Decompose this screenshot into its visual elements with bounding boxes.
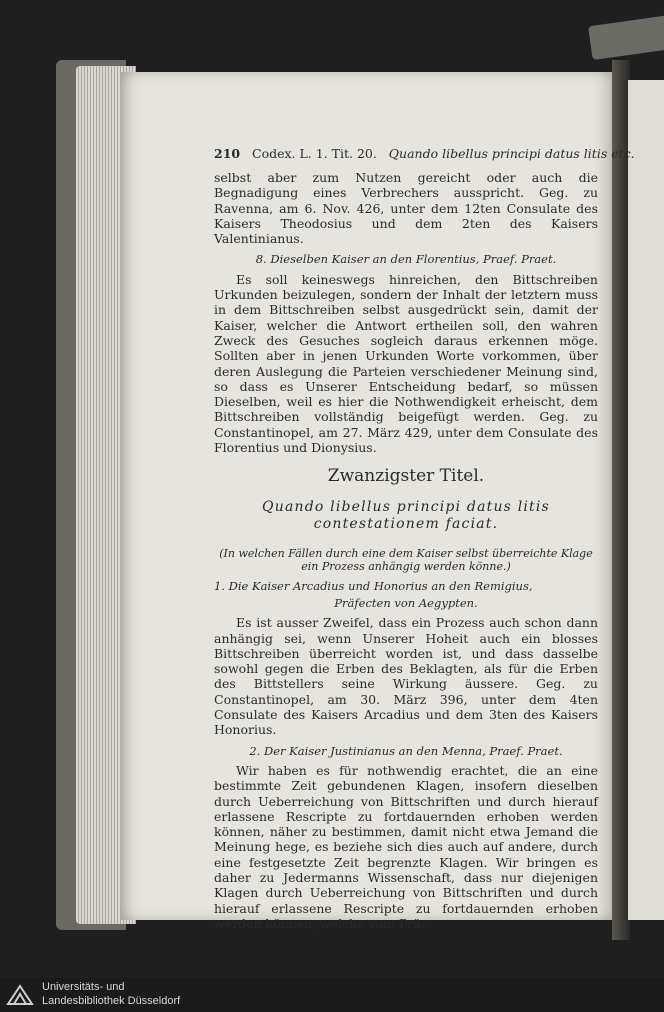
library-logo-icon — [6, 984, 34, 1006]
title-latin: Quando libellus principi datus litis contestationem faciat. — [262, 498, 550, 532]
section-8-heading: 8. Dieselben Kaiser an den Florentius, Praef. Praet. — [255, 252, 557, 267]
page-number: 210 — [214, 146, 241, 161]
paragraph-continuation: selbst aber zum Nutzen gereicht oder auch die Begnadigung eines Verbrechers ausspricht. Geg. zu Ravenna, am 6. Nov. 426, unter dem 12ten Consulate des Kaisers Theodosius und dem 2ten des Kaisers Valentinianus. — [214, 170, 598, 247]
footer-line-1: Universitäts- und — [42, 981, 125, 993]
codex-reference: Codex. L. 1. Tit. 20. — [252, 146, 377, 161]
section-1-subheading: Präfecten von Aegypten. — [334, 595, 478, 610]
section-1-heading: 1. Die Kaiser Arcadius und Honorius an den Remigius, — [214, 578, 533, 593]
section-2-heading: 2. Der Kaiser Justinianus an den Menna, Praef. Praet. — [249, 743, 563, 758]
facing-page-edge — [628, 80, 664, 920]
paragraph-section-1: Es ist ausser Zweifel, dass ein Prozess auch schon dann anhängig sei, wenn Unserer Hoheit auch ein blosses Bittschreiben überreicht worden ist, und dass dasselbe sowohl gegen die Erben des Beklagten, als für die Erben des Bittstellers seine Wirkung äussere. Geg. zu Constantinopel, am 30. März 396, unter dem 4ten Consulate des Kaisers Arcadius und dem 3ten des Kaisers Honorius. — [214, 615, 598, 738]
running-header — [214, 146, 635, 161]
page-text — [214, 170, 598, 931]
paragraph-section-2: Wir haben es für nothwendig erachtet, die an eine bestimmte Zeit gebundenen Klagen, insofern dieselben durch Ueberreichung von Bittschriften und durch hierauf erlassene Rescripte zu fortdauernden erhoben werden können, näher zu bestimmen, damit nicht etwa Jemand die Meinung hege, es beziehe sich dies auch auf andere, durch eine festgesetzte Zeit begrenzte Klagen. Wir bringen es daher zu Jedermanns Wissenschaft, dass nur diejenigen Klagen durch Ueberreichung von Bittschriften und durch hierauf erlassene Rescripte zu fortdauernden erhoben werden können, welche vom Prä- — [214, 762, 598, 931]
paragraph-section-8: Es soll keineswegs hinreichen, den Bittschreiben Urkunden beizulegen, sondern der Inhalt der letztern muss in dem Bittschreiben selbst ausgedrückt sein, damit der Kaiser, welcher die Antwort ertheilen soll, den wahren Zweck des Gesuches sogleich daraus erkennen möge. Sollten aber in jenen Urkunden Worte vorkommen, über deren Auslegung die Parteien verschiedener Meinung sind, so dass es Unserer Entscheidung bedarf, so müssen Dieselben, weil es hier die Nothwendigkeit erheischt, dem Bittschreiben vollständig beigefügt werden. Geg. zu Constantinopel, am 27. März 429, unter dem Consulate des Florentius und Dionysius. — [214, 271, 598, 456]
footer-line-2: Landesbibliothek Düsseldorf — [42, 995, 181, 1007]
title-heading: Zwanzigster Titel. — [327, 466, 485, 487]
running-title: Quando libellus principi datus litis etc. — [388, 146, 635, 161]
title-translation-note: (In welchen Fällen durch eine dem Kaiser selbst überreichte Klage ein Prozess anhängig werden könne.) — [219, 546, 593, 573]
bookmark-ribbon — [588, 14, 664, 60]
library-footer — [0, 978, 664, 1012]
